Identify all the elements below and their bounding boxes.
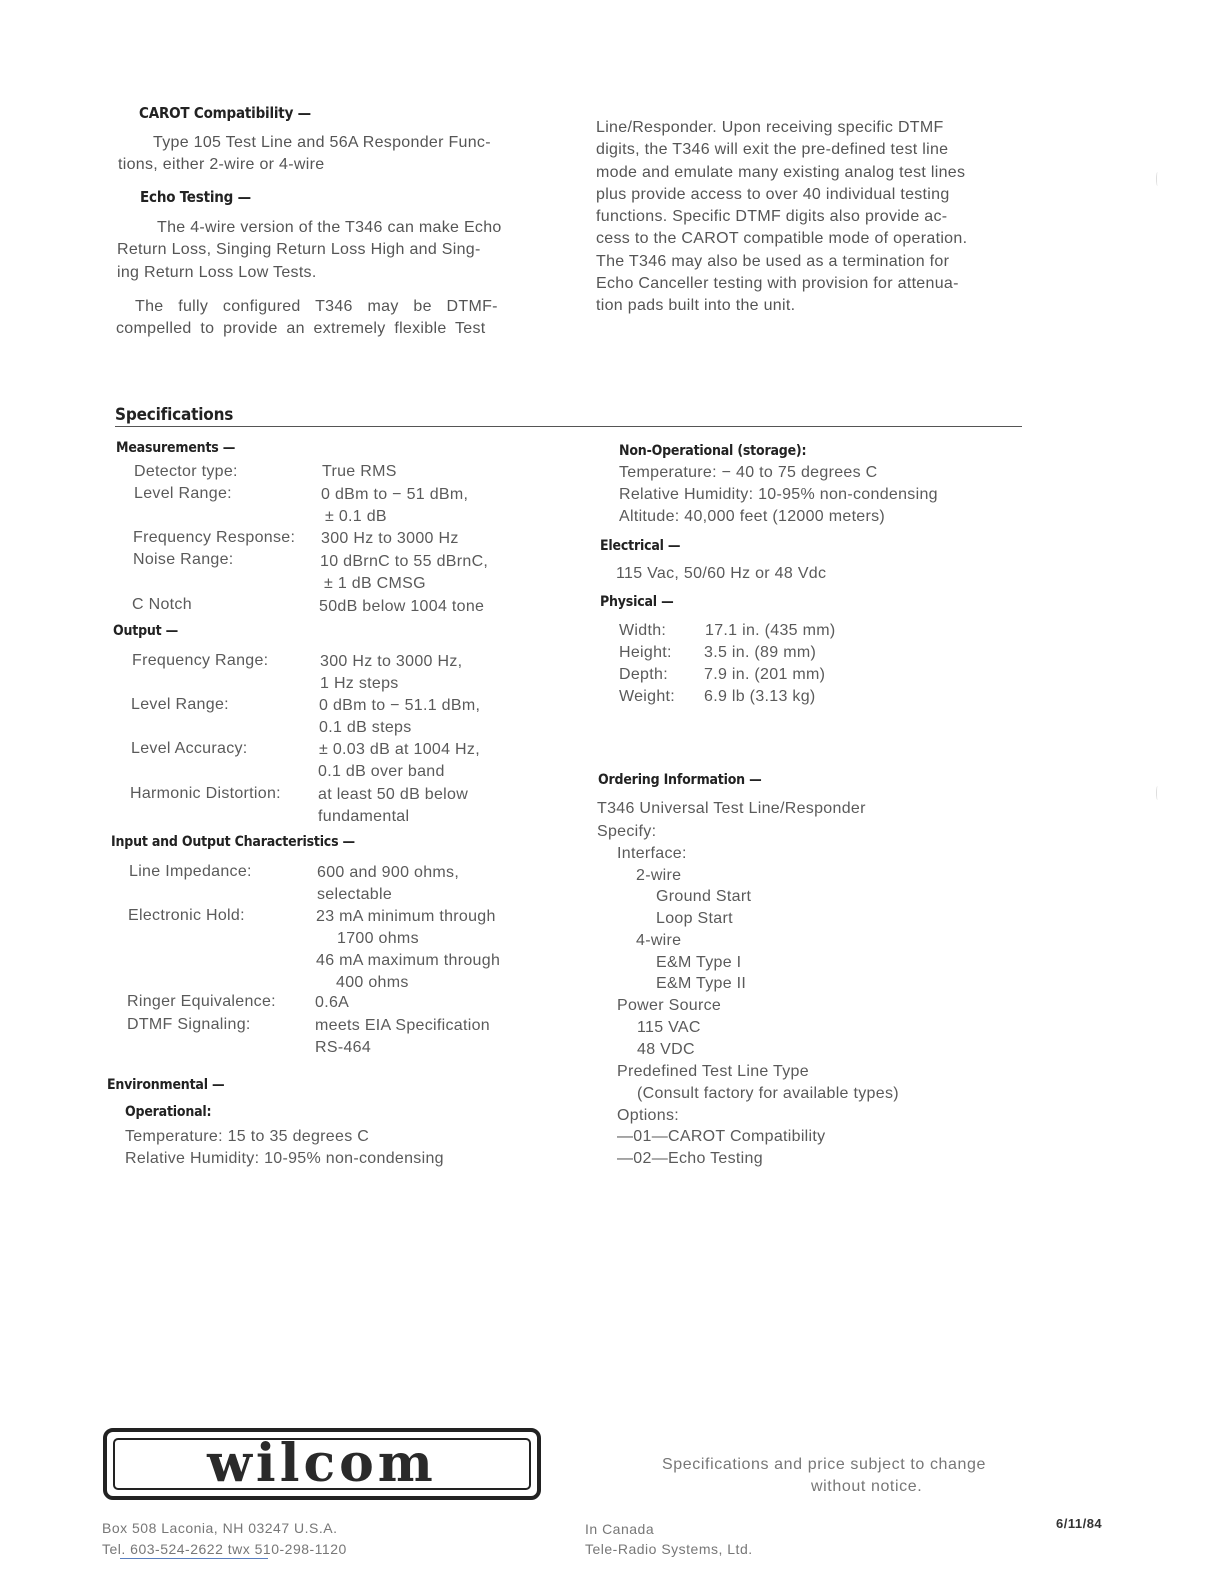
- measurements-heading: Measurements —: [116, 440, 236, 456]
- wilcom-logo: [103, 1428, 541, 1500]
- ordering-line: 48 VDC: [637, 1041, 695, 1058]
- nonop-line: Altitude: 40,000 feet (12000 meters): [619, 508, 886, 525]
- output-row-distortion-label: Harmonic Distortion:: [130, 785, 281, 802]
- output-row-level-value: 0 dBm to − 51.1 dBm,: [319, 697, 481, 714]
- physical-width-value: 17.1 in. (435 mm): [705, 622, 836, 639]
- ordering-line: Ground Start: [656, 888, 752, 905]
- measurements-row-level-label: Level Range:: [134, 485, 232, 502]
- output-row-level-value: 0.1 dB steps: [319, 719, 412, 736]
- notice-line: without notice.: [811, 1478, 923, 1495]
- ordering-line: Predefined Test Line Type: [617, 1063, 809, 1080]
- physical-depth-value: 7.9 in. (201 mm): [704, 666, 826, 683]
- carot-heading: CAROT Compatibility —: [139, 104, 311, 122]
- right-paragraph: [596, 117, 1026, 318]
- io-heading: Input and Output Characteristics —: [111, 834, 355, 850]
- address-line: Box 508 Laconia, NH 03247 U.S.A.: [102, 1520, 338, 1536]
- output-row-distortion-value: at least 50 dB below: [318, 786, 469, 803]
- output-row-freq-value: 300 Hz to 3000 Hz,: [320, 653, 463, 670]
- io-row-impedance-value: selectable: [317, 886, 393, 903]
- right-line: mode and emulate many existing analog test lines: [596, 163, 966, 181]
- measurements-row-freq-label: Frequency Response:: [133, 529, 296, 546]
- operational-line: Relative Humidity: 10-95% non-condensing: [125, 1150, 444, 1167]
- ordering-line: E&M Type II: [656, 975, 747, 992]
- measurements-row-noise-value: ± 1 dB CMSG: [324, 575, 426, 592]
- nonop-line: Temperature: − 40 to 75 degrees C: [619, 464, 878, 481]
- carot-line: tions, either 2-wire or 4-wire: [118, 156, 325, 174]
- physical-weight-value: 6.9 lb (3.13 kg): [704, 688, 816, 705]
- specifications-rule: [115, 426, 1022, 427]
- wilcom-logo-inner: [113, 1433, 531, 1494]
- echo-line: ing Return Loss Low Tests.: [117, 263, 317, 281]
- electrical-heading: Electrical —: [600, 538, 681, 554]
- dtmf-line: The fully configured T346 may be DTMF-: [135, 298, 498, 315]
- echo-line: Return Loss, Singing Return Loss High and Sing-: [117, 241, 481, 259]
- measurements-row-level-value: 0 dBm to − 51 dBm,: [321, 486, 469, 503]
- notice-line: Specifications and price subject to change: [662, 1456, 987, 1473]
- ordering-line: Specify:: [597, 823, 657, 840]
- io-row-hold-value: 1700 ohms: [337, 930, 419, 947]
- output-row-accuracy-value: ± 0.03 dB at 1004 Hz,: [319, 741, 480, 758]
- scan-mark: [1156, 172, 1159, 186]
- right-line: plus provide access to over 40 individual testing: [596, 185, 950, 203]
- address-line: Tel. 603-524-2622 twx 510-298-1120: [102, 1541, 347, 1557]
- nonop-line: Relative Humidity: 10-95% non-condensing: [619, 486, 938, 503]
- ordering-heading: Ordering Information —: [598, 772, 762, 788]
- canada-line: Tele-Radio Systems, Ltd.: [585, 1541, 753, 1557]
- ordering-line: —02—Echo Testing: [617, 1150, 763, 1167]
- output-row-distortion-value: fundamental: [318, 808, 410, 825]
- physical-heading: Physical —: [600, 594, 674, 610]
- canada-line: In Canada: [585, 1521, 655, 1537]
- io-row-ringer-label: Ringer Equivalence:: [127, 993, 276, 1010]
- physical-height-value: 3.5 in. (89 mm): [704, 644, 817, 661]
- operational-line: Temperature: 15 to 35 degrees C: [125, 1128, 370, 1145]
- ordering-line: (Consult factory for available types): [637, 1085, 899, 1102]
- carot-line: Type 105 Test Line and 56A Responder Func-: [153, 134, 491, 151]
- right-line: Echo Canceller testing with provision for attenua-: [596, 275, 959, 293]
- ordering-line: —01—CAROT Compatibility: [617, 1128, 826, 1145]
- electrical-line: 115 Vac, 50/60 Hz or 48 Vdc: [616, 565, 827, 582]
- dtmf-text: [116, 296, 546, 341]
- ordering-line: Interface:: [617, 845, 687, 862]
- ordering-line: 4-wire: [636, 932, 682, 949]
- measurements-row-level-value: ± 0.1 dB: [325, 508, 387, 525]
- measurements-row-freq-value: 300 Hz to 3000 Hz: [321, 530, 459, 547]
- output-row-freq-label: Frequency Range:: [132, 652, 269, 669]
- physical-width-label: Width:: [619, 622, 667, 639]
- ordering-line: T346 Universal Test Line/Responder: [597, 800, 866, 817]
- physical-height-label: Height:: [619, 644, 672, 661]
- echo-text: [117, 217, 547, 284]
- ordering-line: Power Source: [617, 997, 722, 1014]
- address-underline: [120, 1558, 268, 1559]
- dtmf-line: compelled to provide an extremely flexible Test: [116, 320, 486, 338]
- output-row-freq-value: 1 Hz steps: [320, 675, 399, 692]
- scan-mark: [1156, 786, 1159, 800]
- right-line: digits, the T346 will exit the pre-defined test line: [596, 141, 949, 159]
- io-row-hold-label: Electronic Hold:: [128, 907, 245, 924]
- ordering-line: Loop Start: [656, 910, 733, 927]
- measurements-row-noise-label: Noise Range:: [133, 551, 234, 568]
- ordering-line: 2-wire: [636, 867, 682, 884]
- ordering-line: 115 VAC: [637, 1019, 701, 1036]
- io-row-dtmf-value: RS-464: [315, 1039, 372, 1056]
- carot-text: [118, 132, 548, 177]
- io-row-impedance-label: Line Impedance:: [129, 863, 252, 880]
- io-row-hold-value: 46 mA maximum through: [316, 952, 501, 969]
- measurements-row-detector-value: True RMS: [322, 463, 397, 480]
- wilcom-logo-text: wilcom: [207, 1433, 437, 1494]
- output-heading: Output —: [113, 623, 179, 639]
- measurements-row-cnotch-label: C Notch: [132, 596, 192, 613]
- right-line: tion pads built into the unit.: [596, 297, 796, 315]
- io-row-impedance-value: 600 and 900 ohms,: [317, 864, 460, 881]
- physical-weight-label: Weight:: [619, 688, 676, 705]
- measurements-row-cnotch-value: 50dB below 1004 tone: [319, 598, 485, 615]
- io-row-hold-value: 400 ohms: [336, 974, 409, 991]
- io-row-dtmf-label: DTMF Signaling:: [127, 1016, 251, 1033]
- environmental-heading: Environmental —: [107, 1077, 225, 1093]
- physical-depth-label: Depth:: [619, 666, 668, 683]
- io-row-hold-value: 23 mA minimum through: [316, 908, 496, 925]
- ordering-line: Options:: [617, 1107, 679, 1124]
- output-row-level-label: Level Range:: [131, 696, 229, 713]
- right-line: Line/Responder. Upon receiving specific DTMF: [596, 119, 944, 136]
- specifications-title: Specifications: [115, 405, 234, 425]
- output-row-accuracy-value: 0.1 dB over band: [318, 763, 445, 780]
- output-row-accuracy-label: Level Accuracy:: [131, 740, 248, 757]
- right-line: functions. Specific DTMF digits also provide ac-: [596, 208, 948, 226]
- ordering-line: E&M Type I: [656, 954, 742, 971]
- io-row-dtmf-value: meets EIA Specification: [315, 1017, 490, 1034]
- nonop-heading: Non-Operational (storage):: [619, 443, 807, 459]
- io-row-ringer-value: 0.6A: [315, 994, 350, 1011]
- right-line: The T346 may also be used as a termination for: [596, 252, 950, 270]
- operational-heading: Operational:: [125, 1104, 212, 1120]
- right-line: cess to the CAROT compatible mode of operation.: [596, 230, 968, 248]
- measurements-row-noise-value: 10 dBrnC to 55 dBrnC,: [320, 553, 489, 570]
- echo-line: The 4-wire version of the T346 can make Echo: [157, 219, 502, 236]
- echo-heading: Echo Testing —: [140, 188, 251, 206]
- measurements-row-detector-label: Detector type:: [134, 463, 238, 480]
- print-date: 6/11/84: [1056, 1516, 1103, 1531]
